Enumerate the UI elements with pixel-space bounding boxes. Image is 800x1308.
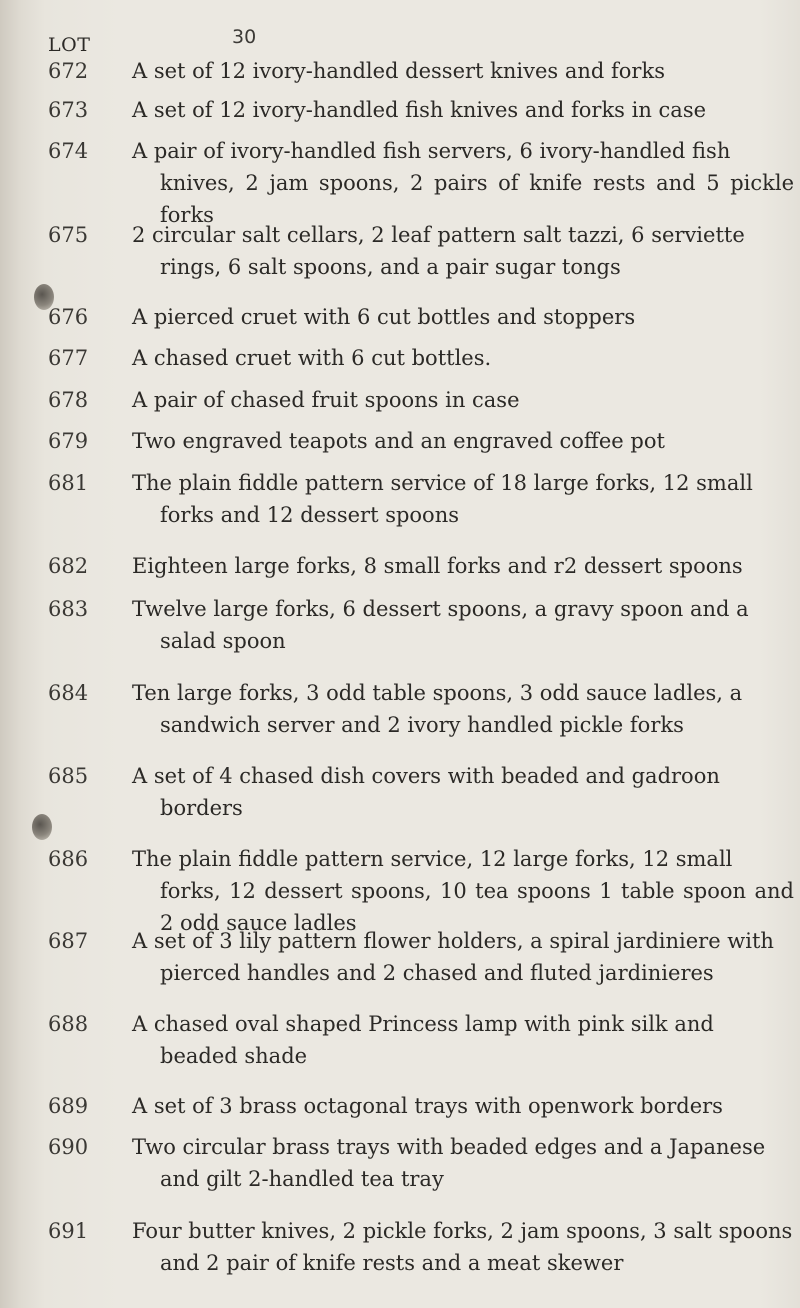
lot-description-line: Eighteen large forks, 8 small forks and r2 dessert spoons (132, 554, 743, 578)
lot-description (132, 301, 794, 333)
lot-description-line: A pierced cruet with 6 cut bottles and stoppers (132, 305, 636, 329)
lot-description-continuation: sandwich server and 2 ivory handled pickle forks (160, 713, 684, 737)
lot-number: 685 (48, 764, 89, 788)
lot-number: 683 (48, 597, 89, 621)
lot-number: 672 (48, 59, 89, 83)
lot-description-line: A pair of chased fruit spoons in case (132, 388, 520, 412)
lot-description-line: Two circular brass trays with beaded edges and a Japanese (132, 1135, 766, 1159)
page-number: 30 (232, 26, 257, 48)
lot-description-continuation: knives, 2 jam spoons, 2 pairs of knife rests and 5 pickle forks (160, 171, 794, 227)
lot-number: 679 (48, 429, 89, 453)
lot-number: 682 (48, 554, 89, 578)
lot-description (132, 135, 794, 231)
lot-number: 688 (48, 1012, 89, 1036)
lot-description-line: Ten large forks, 3 odd table spoons, 3 odd sauce ladles, a (132, 681, 743, 705)
lot-description-continuation: and gilt 2-handled tea tray (160, 1167, 444, 1191)
lot-description (132, 760, 794, 824)
lot-description-continuation: and 2 pair of knife rests and a meat skewer (160, 1251, 624, 1275)
lot-description-line: The plain fiddle pattern service of 18 large forks, 12 small (132, 471, 753, 495)
lot-description (132, 550, 794, 582)
lot-description-continuation: salad spoon (160, 629, 286, 653)
lot-description-continuation: forks, 12 dessert spoons, 10 tea spoons 1 table spoon and 2 odd sauce ladles (160, 879, 794, 935)
lot-description (132, 593, 794, 657)
lot-number: 676 (48, 305, 89, 329)
lot-number: 689 (48, 1094, 89, 1118)
lot-description-continuation: beaded shade (160, 1044, 308, 1068)
lot-number: 691 (48, 1219, 89, 1243)
lot-description-line: A chased oval shaped Princess lamp with pink silk and (132, 1012, 714, 1036)
lot-description-line: Two engraved teapots and an engraved coffee pot (132, 429, 665, 453)
lot-description-continuation: pierced handles and 2 chased and fluted jardinieres (160, 961, 714, 985)
lot-description (132, 1008, 794, 1072)
lot-description-continuation: rings, 6 salt spoons, and a pair sugar tongs (160, 255, 621, 279)
lot-description-line: A pair of ivory-handled fish servers, 6 ivory-handled fish (132, 139, 731, 163)
lot-description-line: A set of 12 ivory-handled dessert knives and forks (132, 59, 665, 83)
lot-number: 678 (48, 388, 89, 412)
lot-description-line: A set of 4 chased dish covers with beaded and gadroon (132, 764, 720, 788)
lot-description (132, 1215, 794, 1279)
lot-description (132, 925, 794, 989)
lot-description-line: A set of 3 lily pattern flower holders, a spiral jardiniere with (132, 929, 774, 953)
lot-description-line: 2 circular salt cellars, 2 leaf pattern salt tazzi, 6 serviette (132, 223, 745, 247)
lot-number: 674 (48, 139, 89, 163)
lot-column-header: LOT (48, 34, 91, 56)
binding-hole-bottom (32, 814, 52, 840)
lot-description (132, 677, 794, 741)
lot-number: 675 (48, 223, 89, 247)
lot-description-line: A set of 3 brass octagonal trays with openwork borders (132, 1094, 723, 1118)
lot-description (132, 55, 794, 87)
lot-description-continuation: borders (160, 796, 243, 820)
lot-number: 690 (48, 1135, 89, 1159)
lot-number: 681 (48, 471, 89, 495)
lot-description (132, 342, 794, 374)
lot-description-continuation: forks and 12 dessert spoons (160, 503, 460, 527)
lot-description (132, 384, 794, 416)
lot-description-line: Twelve large forks, 6 dessert spoons, a gravy spoon and a (132, 597, 749, 621)
lot-description (132, 425, 794, 457)
lot-number: 687 (48, 929, 89, 953)
lot-description (132, 94, 794, 126)
lot-number: 684 (48, 681, 89, 705)
lot-description-line: A set of 12 ivory-handled fish knives and forks in case (132, 98, 707, 122)
lot-description (132, 219, 794, 283)
lot-number: 686 (48, 847, 89, 871)
lot-number: 673 (48, 98, 89, 122)
lot-number: 677 (48, 346, 89, 370)
lot-description-line: The plain fiddle pattern service, 12 large forks, 12 small (132, 847, 733, 871)
lot-description-line: Four butter knives, 2 pickle forks, 2 jam spoons, 3 salt spoons (132, 1219, 793, 1243)
lot-description (132, 1090, 794, 1122)
lot-description (132, 1131, 794, 1195)
lot-description-line: A chased cruet with 6 cut bottles. (132, 346, 492, 370)
lot-description (132, 467, 794, 531)
